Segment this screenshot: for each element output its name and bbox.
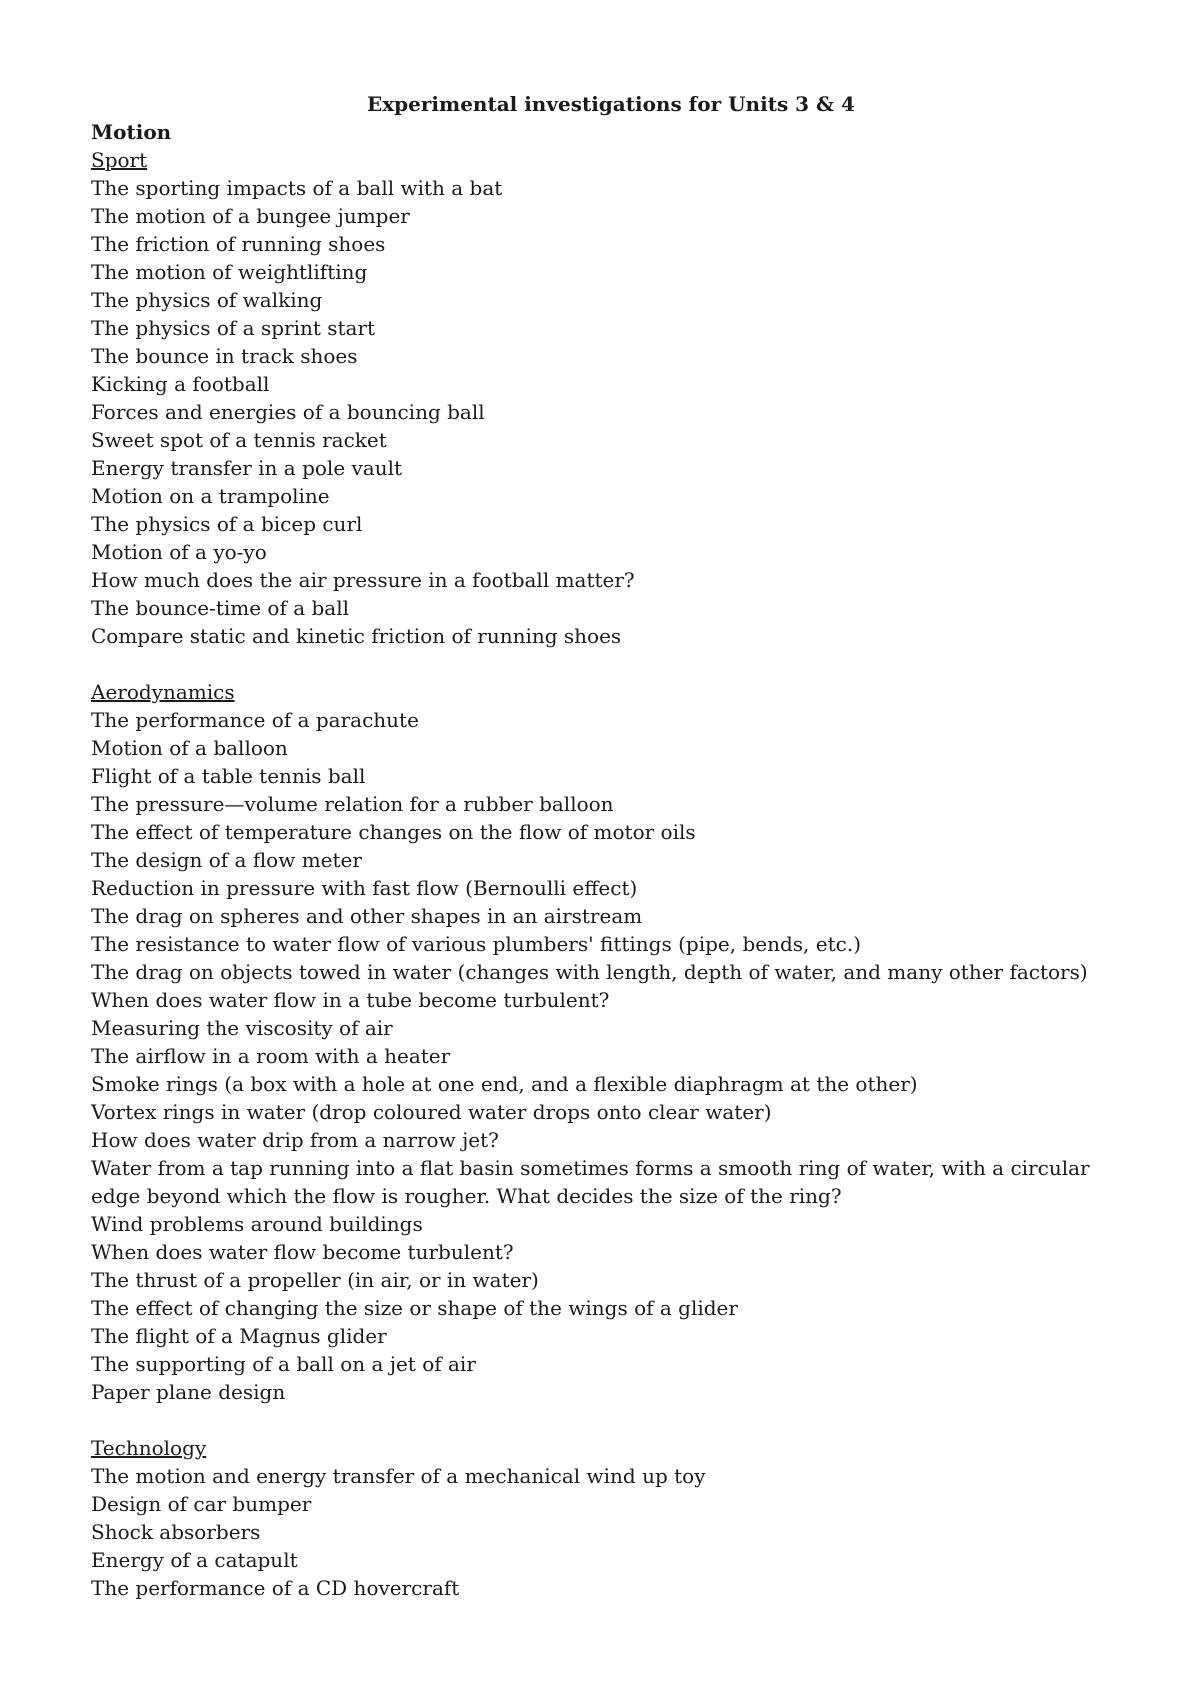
list-item: The effect of changing the size or shape of the wings of a glider xyxy=(91,1296,738,1320)
list-item: The design of a flow meter xyxy=(91,848,362,872)
list-item: The physics of a sprint start xyxy=(91,316,376,340)
subsection-aerodynamics xyxy=(91,678,1131,1406)
list-item: The drag on objects towed in water (changes with length, depth of water, and many other factors) xyxy=(91,960,1088,984)
list-item: The pressure—volume relation for a rubber balloon xyxy=(91,792,614,816)
item-list-sport xyxy=(91,174,1131,650)
subsection-heading-aerodynamics: Aerodynamics xyxy=(91,680,235,704)
item-list-technology xyxy=(91,1462,1131,1602)
list-item: Sweet spot of a tennis racket xyxy=(91,428,387,452)
section-heading-motion: Motion xyxy=(91,120,172,144)
list-item: Design of car bumper xyxy=(91,1492,312,1516)
item-list-aerodynamics xyxy=(91,706,1131,1406)
list-item: Motion of a balloon xyxy=(91,736,288,760)
list-item: Flight of a table tennis ball xyxy=(91,764,366,788)
list-item: Motion on a trampoline xyxy=(91,484,330,508)
list-item: The airflow in a room with a heater xyxy=(91,1044,451,1068)
subsection-heading-technology: Technology xyxy=(91,1436,207,1460)
list-item: When does water flow in a tube become turbulent? xyxy=(91,988,610,1012)
list-item: The motion of weightlifting xyxy=(91,260,368,284)
list-item: The performance of a CD hovercraft xyxy=(91,1576,460,1600)
list-item: How does water drip from a narrow jet? xyxy=(91,1128,499,1152)
list-item: Energy transfer in a pole vault xyxy=(91,456,403,480)
list-item: The bounce in track shoes xyxy=(91,344,358,368)
spacer xyxy=(91,650,1131,678)
list-item: The bounce-time of a ball xyxy=(91,596,350,620)
subsection-heading-sport: Sport xyxy=(91,148,148,172)
list-item: Energy of a catapult xyxy=(91,1548,298,1572)
list-item: How much does the air pressure in a football matter? xyxy=(91,568,635,592)
list-item: The performance of a parachute xyxy=(91,708,419,732)
list-item: Shock absorbers xyxy=(91,1520,261,1544)
list-item: The motion of a bungee jumper xyxy=(91,204,410,228)
list-item: Motion of a yo-yo xyxy=(91,540,267,564)
list-item: The thrust of a propeller (in air, or in water) xyxy=(91,1268,539,1292)
list-item: Kicking a football xyxy=(91,372,270,396)
list-item: The physics of a bicep curl xyxy=(91,512,363,536)
list-item: Water from a tap running into a flat basin sometimes forms a smooth ring of water, with a circular edge beyond which the flow is rougher. What decides the size of the ring? xyxy=(91,1156,1090,1208)
list-item: The sporting impacts of a ball with a bat xyxy=(91,176,503,200)
document-page xyxy=(91,90,1131,1602)
list-item: Wind problems around buildings xyxy=(91,1212,423,1236)
list-item: Forces and energies of a bouncing ball xyxy=(91,400,485,424)
subsection-sport xyxy=(91,146,1131,650)
list-item: Paper plane design xyxy=(91,1380,286,1404)
list-item: Vortex rings in water (drop coloured water drops onto clear water) xyxy=(91,1100,772,1124)
list-item: The motion and energy transfer of a mechanical wind up toy xyxy=(91,1464,706,1488)
list-item: Measuring the viscosity of air xyxy=(91,1016,393,1040)
list-item: The drag on spheres and other shapes in an airstream xyxy=(91,904,643,928)
document-title: Experimental investigations for Units 3 & 4 xyxy=(367,92,855,116)
list-item: The effect of temperature changes on the flow of motor oils xyxy=(91,820,696,844)
list-item: Smoke rings (a box with a hole at one end, and a flexible diaphragm at the other) xyxy=(91,1072,918,1096)
list-item: The resistance to water flow of various plumbers' fittings (pipe, bends, etc.) xyxy=(91,932,861,956)
subsection-technology xyxy=(91,1434,1131,1602)
list-item: The friction of running shoes xyxy=(91,232,386,256)
list-item: The flight of a Magnus glider xyxy=(91,1324,387,1348)
list-item: Reduction in pressure with fast flow (Bernoulli effect) xyxy=(91,876,638,900)
list-item: When does water flow become turbulent? xyxy=(91,1240,514,1264)
list-item: The physics of walking xyxy=(91,288,323,312)
spacer xyxy=(91,1406,1131,1434)
list-item: The supporting of a ball on a jet of air xyxy=(91,1352,476,1376)
list-item: Compare static and kinetic friction of running shoes xyxy=(91,624,622,648)
